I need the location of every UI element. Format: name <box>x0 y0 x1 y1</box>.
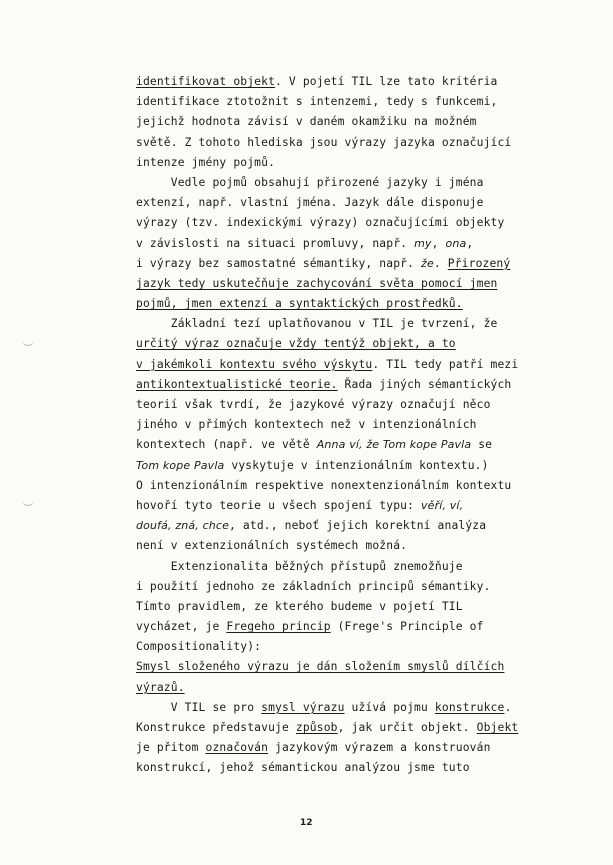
text-line <box>136 153 560 173</box>
text-segment: , atd., neboť jejich korektní analýza <box>229 519 487 533</box>
text-segment: Konstrukce představuje <box>136 721 296 734</box>
text-segment: , <box>466 236 474 250</box>
text-segment: , jak určit objekt. <box>337 721 477 734</box>
text-line <box>136 173 560 193</box>
text-line <box>136 678 560 698</box>
text-line <box>136 274 560 294</box>
text-line <box>136 516 560 536</box>
text-line <box>136 597 560 617</box>
text-segment: i výrazy bez samostatné sémantiky, např. <box>136 256 422 270</box>
text-segment: výrazy (tzv. indexickými výrazy) označujícími objekty <box>136 216 505 230</box>
text-line <box>136 476 560 496</box>
text-line <box>136 496 560 516</box>
underlined-text: Fregeho princip <box>226 620 331 634</box>
text-line <box>136 375 560 395</box>
text-line <box>136 718 560 738</box>
text-segment: kontextech (např. ve větě <box>136 438 317 452</box>
italic-text: ona <box>445 236 467 250</box>
text-line <box>136 415 560 435</box>
underlined-text: antikontextualistické teorie. <box>136 377 338 391</box>
underlined-text: výrazů. <box>136 680 185 694</box>
text-line <box>136 698 560 718</box>
text-segment: jazykovým výrazem a konstruován <box>268 741 491 755</box>
text-line <box>136 254 560 274</box>
underlined-text: způsob <box>295 721 338 734</box>
text-line <box>136 456 560 476</box>
text-line <box>136 557 560 577</box>
text-segment: O intenzionálním respektive nonextenzionálním kontextu <box>136 478 512 492</box>
text-segment: intenze jmény pojmů. <box>136 155 276 169</box>
text-line <box>136 657 560 677</box>
text-segment: Základní tezí uplatňovanou v TIL je tvrzení, že <box>136 317 498 331</box>
text-line <box>136 355 560 375</box>
text-line <box>136 637 560 657</box>
italic-text: že <box>421 256 434 270</box>
text-line <box>136 738 560 758</box>
underlined-text: konstrukce <box>434 700 505 714</box>
text-segment: hovoří tyto teorie u všech spojení typu: <box>136 498 422 512</box>
underlined-text: určitý výraz označuje vždy tentýž objekt, a to <box>136 337 456 351</box>
text-segment: teorií však tvrdí, že jazykové výrazy označují něco <box>136 398 491 411</box>
text-segment: je přitom <box>136 741 206 755</box>
text-line <box>136 395 560 415</box>
underlined-text: označován <box>205 741 269 755</box>
text-line <box>136 193 560 213</box>
text-segment: . V pojetí TIL lze tato kritéria <box>275 75 498 88</box>
text-segment: extenzí, např. vlastní jména. Jazyk dále disponuje <box>136 196 484 210</box>
underlined-text: Objekt <box>476 721 519 734</box>
underlined-text: Smysl složeného výrazu je dán složením smyslů dílčích <box>136 660 505 674</box>
underlined-text: jazyk tedy uskutečňuje zachycování světa pomocí jmen <box>136 276 498 290</box>
text-line <box>136 314 560 334</box>
text-segment: se <box>471 438 493 452</box>
text-line <box>136 334 560 354</box>
text-line <box>136 133 560 153</box>
text-line <box>136 294 560 314</box>
text-line <box>136 577 560 597</box>
text-segment: V TIL se pro <box>136 700 262 714</box>
text-segment: . <box>433 256 448 270</box>
italic-text: my <box>414 236 432 250</box>
italic-text: doufá, zná, chce <box>136 519 230 533</box>
text-segment: (Frege's Principle of <box>330 620 484 634</box>
text-segment: . <box>504 700 512 714</box>
underlined-text: Přirozený <box>447 256 511 270</box>
text-line <box>136 435 560 455</box>
text-line <box>136 617 560 637</box>
punch-hole-mark <box>22 500 34 506</box>
text-line <box>136 92 560 112</box>
text-segment: , <box>431 236 446 250</box>
text-line <box>136 536 560 556</box>
text-segment: jiného v přímých kontextech než v intenzionálních <box>136 418 477 432</box>
text-segment: není v extenzionálních systémech možná. <box>136 539 408 553</box>
body-text <box>136 72 560 779</box>
text-line <box>136 112 560 132</box>
underlined-text: v jakémkoli kontextu svého výskytu <box>136 357 373 371</box>
text-segment: užívá pojmu <box>344 700 435 714</box>
text-segment: . TIL tedy patří mezi <box>372 357 519 371</box>
underlined-text: identifikovat objekt <box>136 75 276 88</box>
text-segment: vyskytuje v intenzionálním kontextu.) <box>224 458 489 472</box>
text-line <box>136 213 560 233</box>
text-line <box>136 72 560 92</box>
italic-text: Tom kope Pavla <box>136 458 225 472</box>
italic-text: věří, ví, <box>421 498 464 512</box>
text-segment: jejichž hodnota závisí v daném okamžiku na možném <box>136 115 477 129</box>
text-line <box>136 758 560 778</box>
text-segment: identifikace ztotožnit s intenzemi, tedy s funkcemi, <box>136 95 498 109</box>
text-segment: Tímto pravidlem, ze kterého budeme v pojetí TIL <box>136 599 463 613</box>
text-segment: Compositionality): <box>136 640 262 654</box>
page-number: 12 <box>300 818 313 828</box>
text-segment: vycházet, je <box>136 620 227 634</box>
text-segment: v závislosti na situaci promluvy, např. <box>136 236 415 250</box>
italic-text: Anna ví, že Tom kope Pavla <box>316 438 472 452</box>
text-segment: Vedle pojmů obsahují přirozené jazyky i jména <box>136 175 484 189</box>
punch-hole-mark <box>22 340 34 346</box>
text-segment: i použití jednoho ze základních principů sémantiky. <box>136 579 491 593</box>
text-segment: Řada jiných sémantických <box>337 377 512 391</box>
underlined-text: smysl výrazu <box>261 700 345 714</box>
text-segment: světě. Z tohoto hlediska jsou výrazy jazyka označující <box>136 135 512 149</box>
underlined-text: pojmů, jmen extenzí a syntaktických prostředků. <box>136 297 463 311</box>
text-segment: konstrukcí, jehož sémantickou analýzou jsme tuto <box>136 761 470 775</box>
text-line <box>136 234 560 254</box>
text-segment: Extenzionalita běžných přístupů znemožňuje <box>136 559 463 573</box>
